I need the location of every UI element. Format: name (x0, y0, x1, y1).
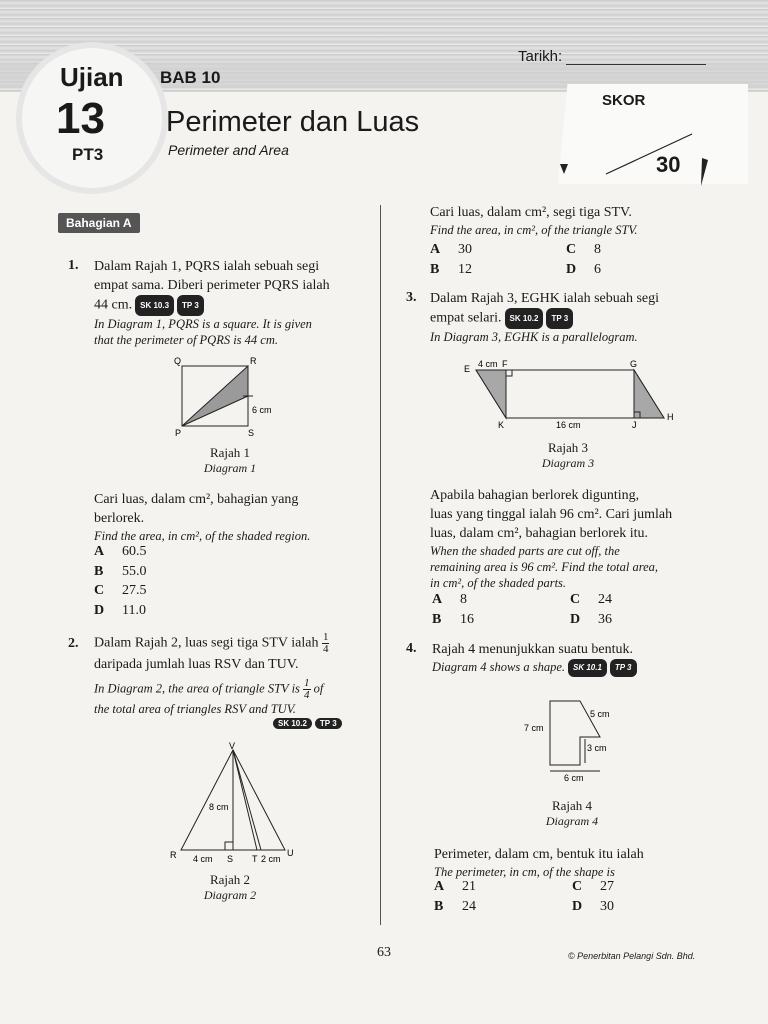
q2-number: 2. (68, 636, 79, 651)
score-label: SKOR (602, 92, 646, 109)
page-number: 63 (377, 945, 391, 960)
q2-label-s: S (227, 854, 234, 864)
q1-label-p: P (175, 428, 182, 438)
q2-label-rs: 4 cm (193, 854, 213, 864)
q2-sk-tag: SK 10.2 (273, 718, 312, 729)
q2-option-d[interactable]: D 6 (566, 261, 601, 277)
ujian-label: Ujian (60, 62, 124, 92)
q3-caption: Rajah 3 (547, 440, 589, 455)
q1-text: Dalam Rajah 1, PQRS ialah sebuah segi empat sama. Diberi perimeter PQRS ialah 44 cm. SK 10.3 TP 3 In Diagram 1, PQRS is a square. It is given that the perimeter of PQRS is 44 cm. (94, 259, 330, 347)
q4-caption-en: Diagram 4 (545, 814, 599, 828)
q3-tp-tag: TP 3 (546, 308, 573, 329)
q1-option-c[interactable]: C 27.5 (94, 583, 147, 598)
q1-caption-en: Diagram 1 (203, 461, 257, 475)
page-title: Perimeter dan Luas (166, 106, 420, 138)
q1-diagram (168, 352, 288, 442)
q3-option-d[interactable]: D 36 (570, 611, 612, 627)
q4-number: 4. (406, 641, 417, 656)
page-subtitle: Perimeter and Area (168, 142, 289, 158)
q2-text: Dalam Rajah 2, luas segi tiga STV ialah $\frac{1}{4}$ daripada jumlah luas RSV dan TUV. In Diagram 2, the area of triangle STV is $\frac{1}{4}$ of the total area of triangles RSV and TUV. (94, 631, 329, 716)
q1-option-d[interactable]: D 11.0 (94, 602, 146, 618)
q4-option-b[interactable]: B 24 (434, 899, 476, 914)
q3-options (432, 590, 652, 629)
q1-option-b[interactable]: B 55.0 (94, 563, 147, 579)
q3-label-ef: 4 cm (478, 359, 498, 369)
q1-label-side: 6 cm (252, 405, 272, 415)
q4-label-slant: 5 cm (590, 709, 610, 719)
column-divider (380, 205, 381, 925)
q2-label-t: T (252, 854, 258, 864)
q1-caption: Rajah 1 (209, 445, 251, 460)
q1-label-q: Q (174, 356, 182, 366)
q3-option-c[interactable]: C 24 (570, 592, 612, 607)
q4-option-c[interactable]: C 27 (572, 879, 614, 894)
q3-label-k: K (498, 420, 505, 430)
q2-label-u: U (287, 848, 294, 858)
q1-label-s: S (248, 428, 255, 438)
q4-diagram (520, 695, 630, 785)
q4-option-d[interactable]: D 30 (572, 899, 614, 914)
q3-text: Dalam Rajah 3, EGHK ialah sebuah segi empat selari. SK 10.2 TP 3 In Diagram 3, EGHK is a parallelogram. (430, 291, 659, 344)
q1-ask: Cari luas, dalam cm², bahagian yang berlorek. Find the area, in cm², of the shaded region. (94, 492, 311, 543)
q4-label-inner: 3 cm (587, 743, 607, 753)
q2-caption: Rajah 2 (209, 872, 251, 887)
q2-options (430, 240, 630, 279)
q4-options (434, 877, 654, 917)
q1-options (94, 542, 147, 620)
q3-label-f: F (502, 359, 508, 369)
q2-option-b[interactable]: B 12 (430, 261, 472, 277)
q3-label-e: E (464, 364, 471, 374)
q3-label-h: H (667, 412, 674, 422)
q1-tp-tag: TP 3 (177, 295, 204, 316)
date-field[interactable] (566, 64, 706, 65)
q4-option-a[interactable]: A 21 (434, 879, 476, 894)
q2-caption-en: Diagram 2 (203, 888, 257, 902)
q3-label-kj: 16 cm (556, 420, 581, 430)
q2-option-row2 (430, 260, 630, 280)
q2-tp-tag: TP 3 (315, 718, 342, 729)
q2-label-height: 8 cm (209, 802, 229, 812)
q1-option-a[interactable]: A 60.5 (94, 544, 147, 559)
q2-label-r: R (170, 850, 177, 860)
copyright: © Penerbitan Pelangi Sdn. Bhd. (568, 951, 696, 961)
q2-fraction: $\frac{1}{4}$ (322, 631, 329, 655)
q2-diagram (165, 740, 300, 870)
chapter-label: BAB 10 (160, 68, 221, 87)
date-label: Tarikh: (518, 48, 563, 65)
q2-option-a[interactable]: A 30 (430, 242, 472, 257)
q4-ask: Perimeter, dalam cm, bentuk itu ialah The perimeter, in cm, of the shape is (434, 847, 644, 879)
q1-number: 1. (68, 258, 79, 273)
q4-caption: Rajah 4 (551, 798, 593, 813)
pt3-label: PT3 (72, 145, 104, 164)
q2-option-c[interactable]: C 8 (566, 242, 601, 257)
q2-tags (270, 714, 342, 732)
q3-label-j: J (632, 420, 637, 430)
q3-option-b[interactable]: B 16 (432, 611, 474, 627)
section-badge: Bahagian A (58, 213, 140, 233)
q4-label-left: 7 cm (524, 723, 544, 733)
q2-option-row1 (430, 240, 630, 260)
q4-tp-tag: TP 3 (610, 659, 637, 677)
q2-ask: Cari luas, dalam cm², segi tiga STV. Find the area, in cm², of the triangle STV. (430, 205, 638, 237)
score-slash (556, 128, 716, 188)
q3-diagram (458, 356, 688, 434)
q3-number: 3. (406, 290, 417, 305)
q1-label-r: R (250, 356, 257, 366)
q2-label-tu: 2 cm (261, 854, 281, 864)
score-total: 30 (656, 152, 681, 177)
q4-sk-tag: SK 10.1 (568, 659, 607, 677)
q3-caption-en: Diagram 3 (541, 456, 595, 470)
q4-label-bottom: 6 cm (564, 773, 584, 783)
q3-label-g: G (630, 359, 638, 369)
q3-option-a[interactable]: A 8 (432, 592, 467, 607)
q3-ask: Apabila bahagian berlorek digunting, luas yang tinggal ialah 96 cm². Cari jumlah luas, dalam cm², bahagian berlorek itu. When the shaded parts are cut off, the remaining area is 96 cm². Find the total area, in cm², of the shaded parts. (430, 488, 673, 590)
q4-text: Rajah 4 menunjukkan suatu bentuk. Diagram 4 shows a shape. SK 10.1 TP 3 (432, 640, 722, 677)
test-number: 13 (56, 94, 105, 143)
q1-sk-tag: SK 10.3 (135, 295, 174, 316)
q2-label-v: V (229, 741, 236, 751)
q3-sk-tag: SK 10.2 (505, 308, 544, 329)
